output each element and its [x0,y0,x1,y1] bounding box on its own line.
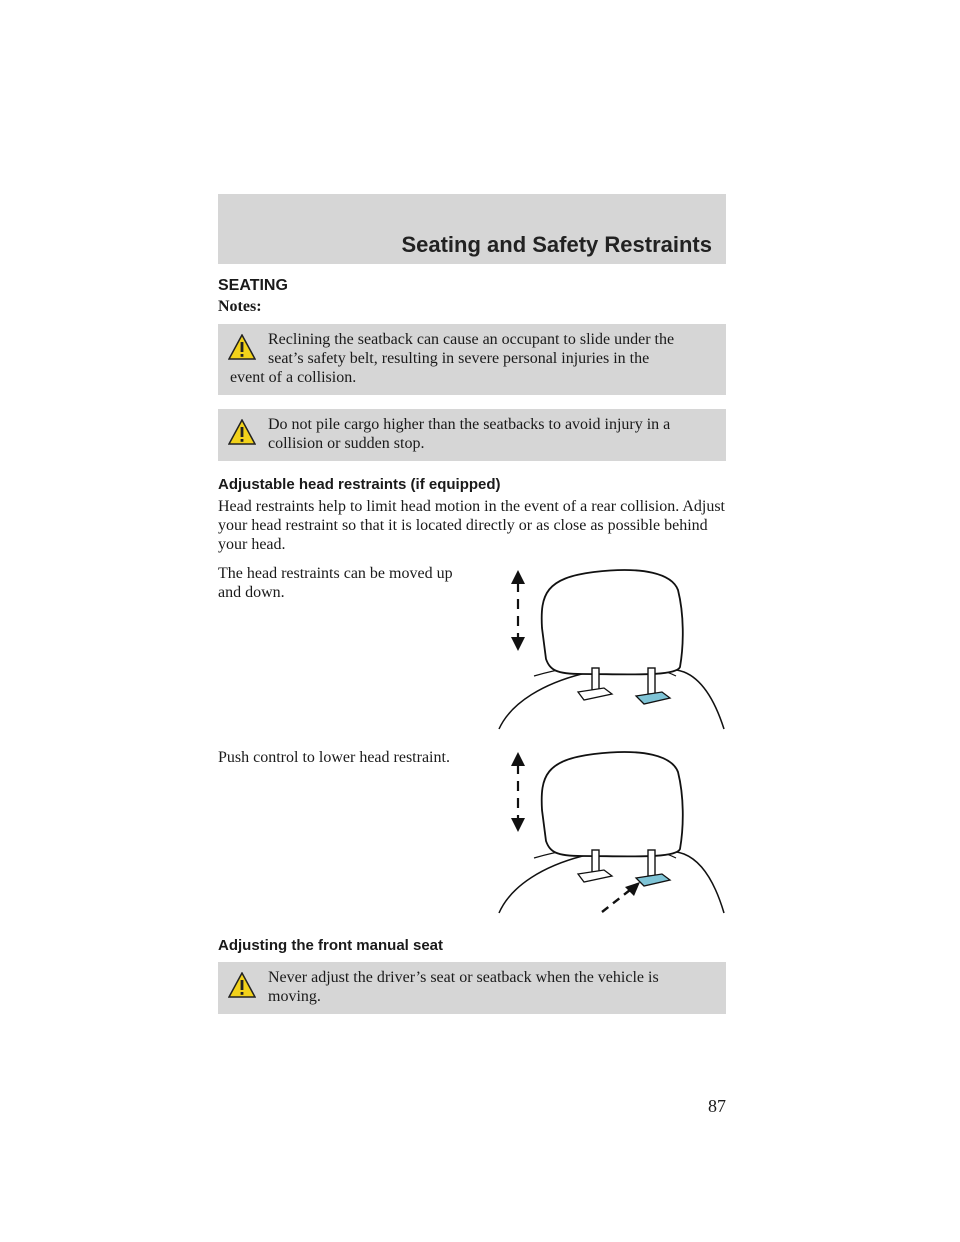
figure-row-1 [218,564,726,744]
page-content [218,276,726,1028]
warning-triangle-icon [228,972,256,998]
figure-caption-2: Push control to lower head restraint. [218,749,450,766]
page-header-title: Seating and Safety Restraints [401,232,712,257]
warning-box-2 [218,409,726,461]
warning-box-1 [218,324,726,395]
warning-box-3 [218,962,726,1014]
warning-triangle-icon [228,334,256,360]
head-restraints-heading: Adjustable head restraints (if equipped) [218,476,501,493]
warning-text: Never adjust the driver’s seat or seatback when the vehicle is moving. [268,969,659,1005]
notes-label: Notes: [218,298,262,315]
warning-text: Reclining the seatback can cause an occupant to slide under the seat’s safety belt, resulting in severe personal injuries in the event of a collision. [230,331,675,386]
header-band [218,194,726,264]
page-number: 87 [708,1096,726,1116]
head-restraints-body: Head restraints help to limit head motion in the event of a rear collision. Adjust your head restraint so that it is located directly or as close as possible behind your head. [218,498,725,553]
figure-caption-1: The head restraints can be moved up and down. [218,565,453,601]
warning-triangle-icon [228,419,256,445]
warning-text: Do not pile cargo higher than the seatbacks to avoid injury in a collision or sudden stop. [268,416,671,452]
head-restraint-illustration-1 [494,564,726,730]
section-heading: SEATING [218,277,288,294]
manual-seat-heading: Adjusting the front manual seat [218,937,444,954]
figure-row-2 [218,748,726,928]
head-restraint-illustration-2 [494,748,726,914]
